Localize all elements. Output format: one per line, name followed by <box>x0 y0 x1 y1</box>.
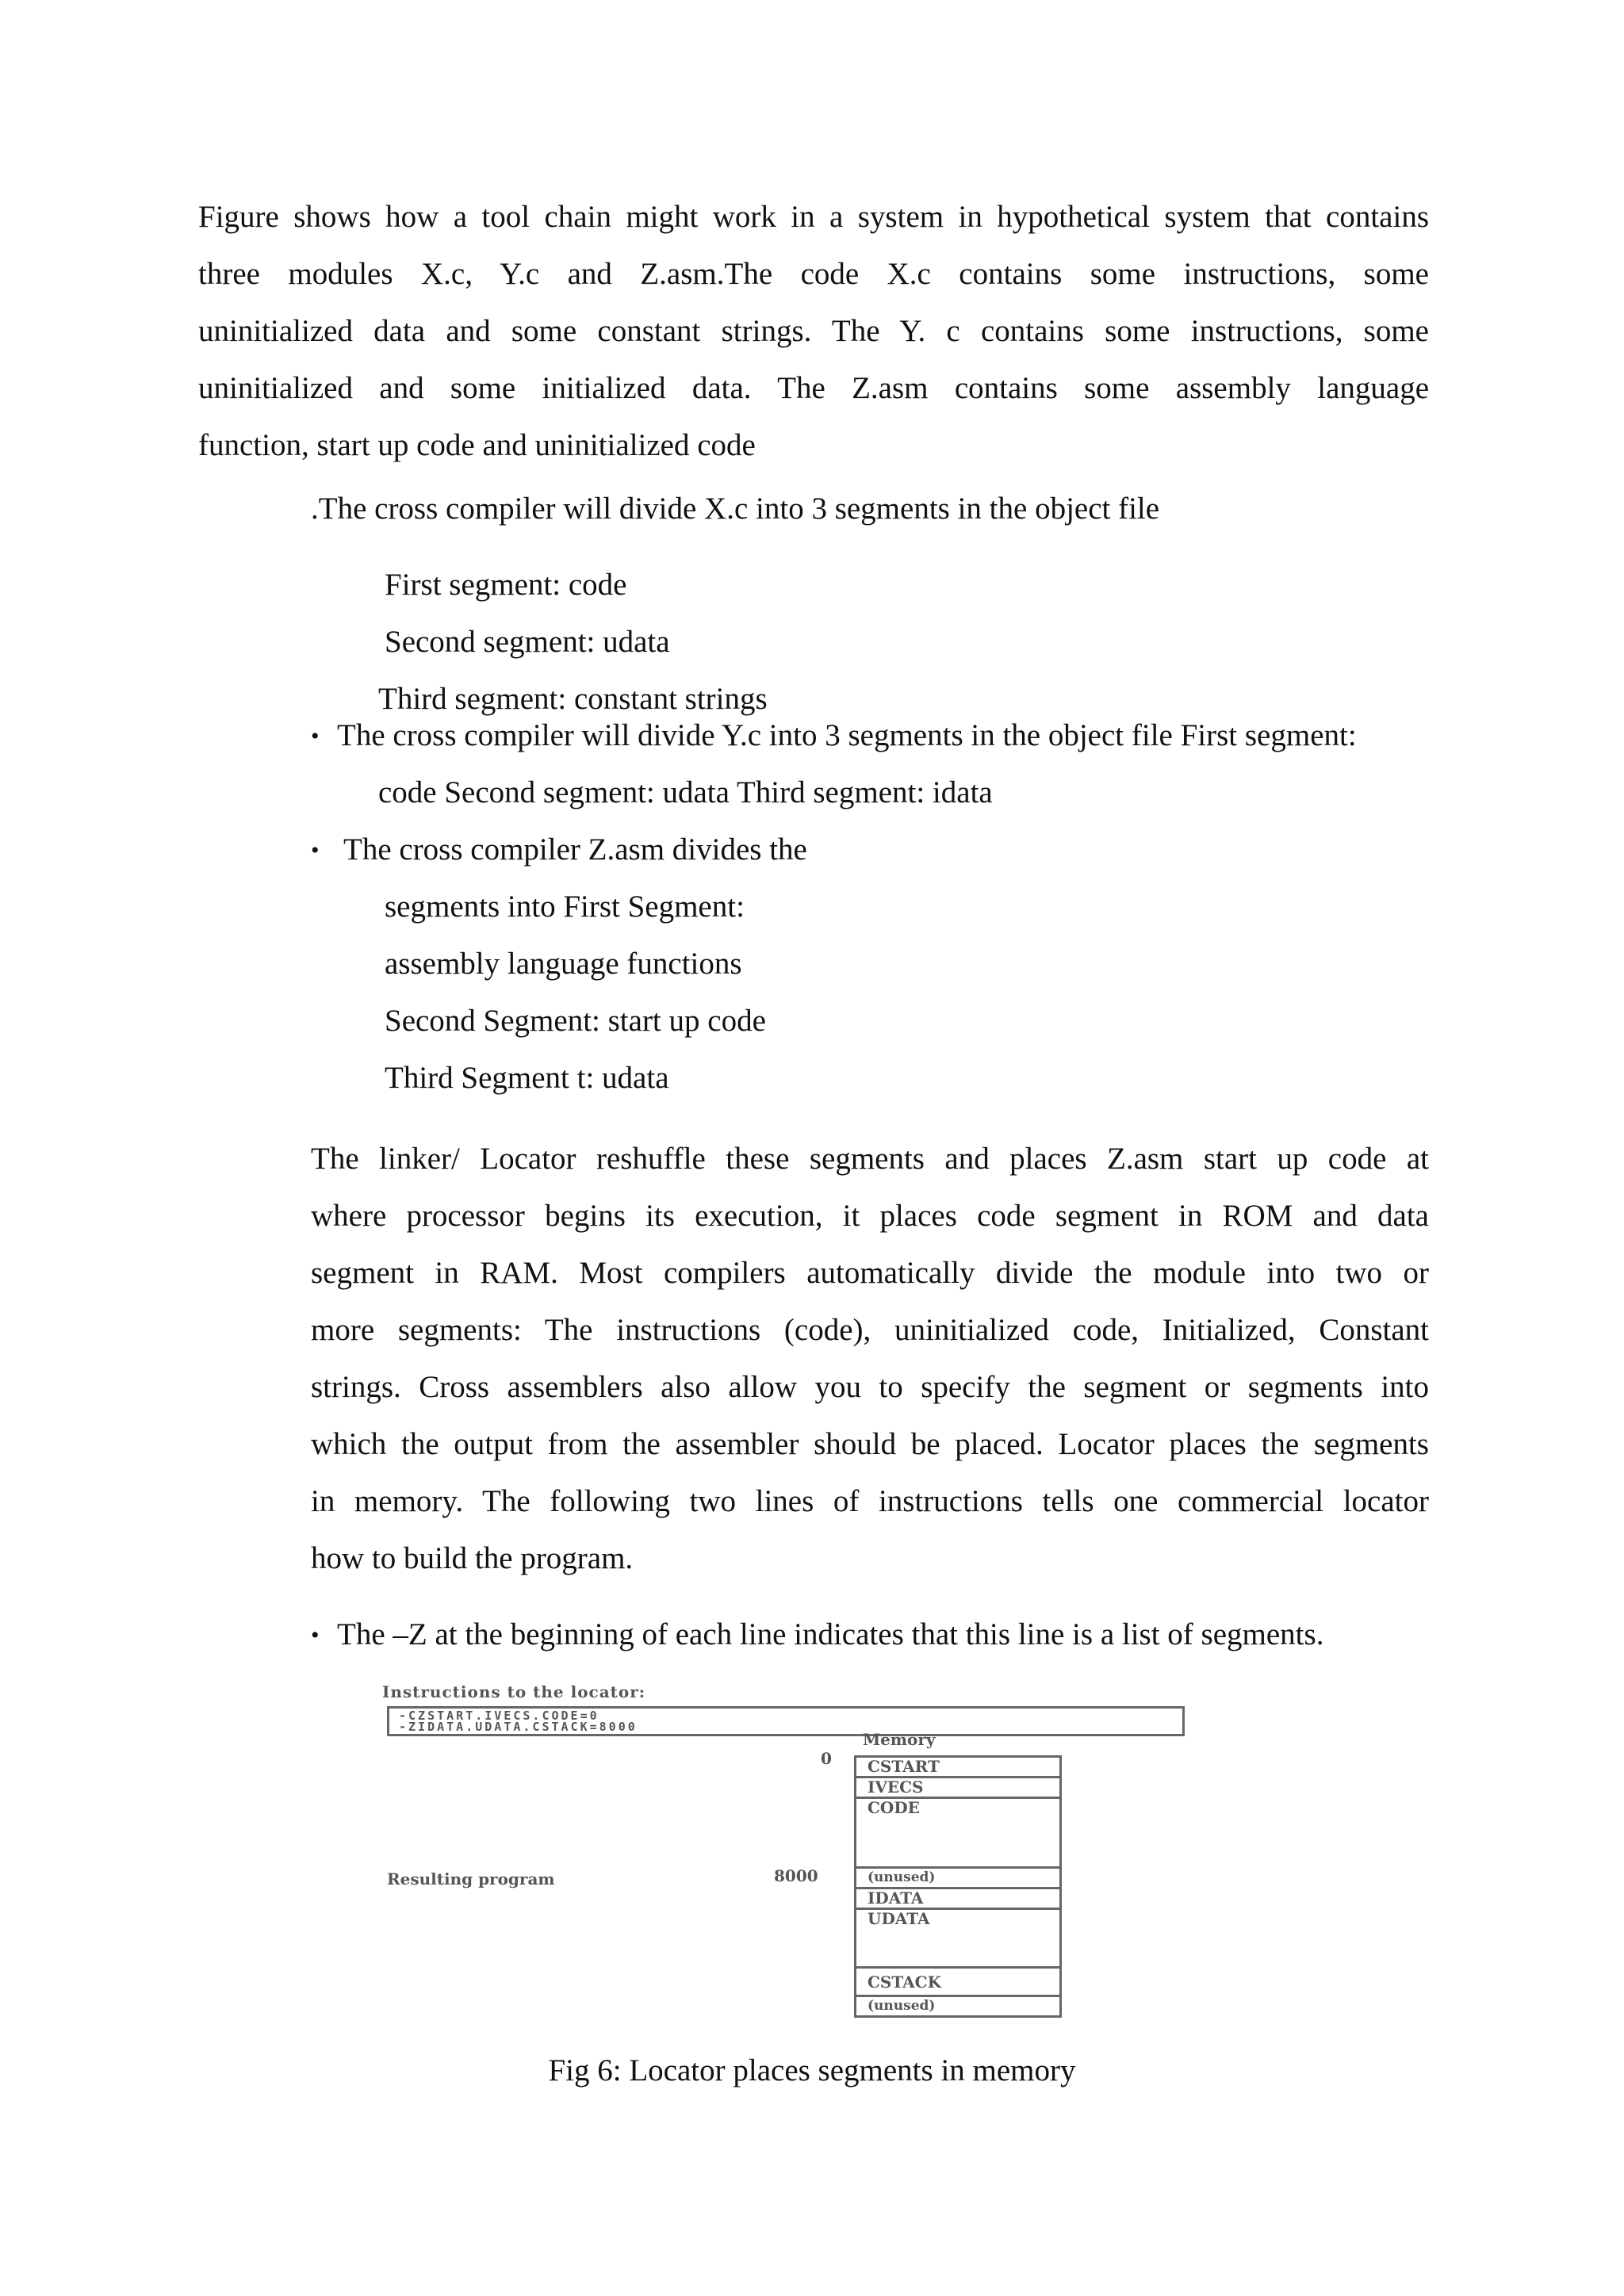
linker-line: The linker/ Locator reshuffle these segments and places Z.asm start up code at <box>311 1142 1429 1176</box>
xc-segment-third: Third segment: constant strings <box>378 682 768 716</box>
memory-segment: CODE <box>856 1799 1059 1869</box>
linker-line: segment in RAM. Most compilers automatically divide the module into two or <box>311 1256 1429 1290</box>
zasm-bullet-line: segments into First Segment: <box>385 890 745 924</box>
linker-line: strings. Cross assemblers also allow you to specify the segment or segments into <box>311 1370 1429 1404</box>
memory-segment: (unused) <box>856 1997 1059 2018</box>
memory-segment: IDATA <box>856 1889 1059 1910</box>
xc-segment-first: First segment: code <box>385 568 627 602</box>
linker-line: in memory. The following two lines of instructions tells one commercial locator <box>311 1484 1429 1518</box>
xc-segment-second: Second segment: udata <box>385 625 670 659</box>
memory-segment: CSTART <box>856 1758 1059 1778</box>
memory-segment: (unused) <box>856 1869 1059 1889</box>
instruction-line: -ZIDATA.UDATA.CSTACK=8000 <box>399 1720 638 1734</box>
yc-bullet-line1: The cross compiler will divide Y.c into 3 segments in the object file First segment: <box>337 718 1357 752</box>
zasm-bullet-line: Second Segment: start up code <box>385 1004 766 1038</box>
bullet-icon: • <box>311 837 320 863</box>
intro-line: three modules X.c, Y.c and Z.asm.The code X.c contains some instructions, some <box>198 257 1429 291</box>
instructions-box <box>387 1706 1185 1736</box>
instruction-line: -CZSTART.IVECS.CODE=0 <box>399 1709 599 1723</box>
linker-line: which the output from the assembler should be placed. Locator places the segments <box>311 1427 1429 1461</box>
zasm-bullet-line: assembly language functions <box>385 947 742 981</box>
instructions-title: Instructions to the locator: <box>382 1682 646 1701</box>
memory-segment: CSTACK <box>856 1969 1059 1997</box>
intro-paragraph <box>198 189 1429 474</box>
address-8000: 8000 <box>774 1866 818 1885</box>
memory-map <box>854 1755 1062 2018</box>
zasm-bullet-line: Third Segment t: udata <box>385 1061 669 1095</box>
z-bullet-line: The –Z at the beginning of each line indicates that this line is a list of segments. <box>337 1617 1324 1651</box>
memory-segment: UDATA <box>856 1910 1059 1969</box>
intro-line: Figure shows how a tool chain might work in a system in hypothetical system that contains <box>198 200 1429 234</box>
resulting-program-label: Resulting program <box>387 1869 555 1888</box>
yc-bullet-line2: code Second segment: udata Third segment: idata <box>378 775 993 809</box>
intro-line: uninitialized and some initialized data. The Z.asm contains some assembly language <box>198 371 1429 405</box>
figure-caption: Fig 6: Locator places segments in memory <box>548 2053 1076 2087</box>
linker-line: more segments: The instructions (code), uninitialized code, Initialized, Constant <box>311 1313 1429 1347</box>
address-0: 0 <box>821 1749 832 1768</box>
zasm-bullet-line1: The cross compiler Z.asm divides the <box>343 832 807 867</box>
linker-line: where processor begins its execution, it places code segment in ROM and data <box>311 1199 1429 1233</box>
locator-figure <box>373 1682 1245 2015</box>
xc-heading: .The cross compiler will divide X.c into 3 segments in the object file <box>311 492 1160 526</box>
intro-line: function, start up code and uninitialized code <box>198 428 756 462</box>
linker-line: how to build the program. <box>311 1541 634 1575</box>
bullet-icon: • <box>311 723 320 749</box>
memory-segment: IVECS <box>856 1778 1059 1799</box>
bullet-icon: • <box>311 1622 320 1648</box>
memory-label: Memory <box>863 1730 936 1749</box>
intro-line: uninitialized data and some constant strings. The Y. c contains some instructions, some <box>198 314 1429 348</box>
linker-paragraph <box>311 1131 1429 1587</box>
